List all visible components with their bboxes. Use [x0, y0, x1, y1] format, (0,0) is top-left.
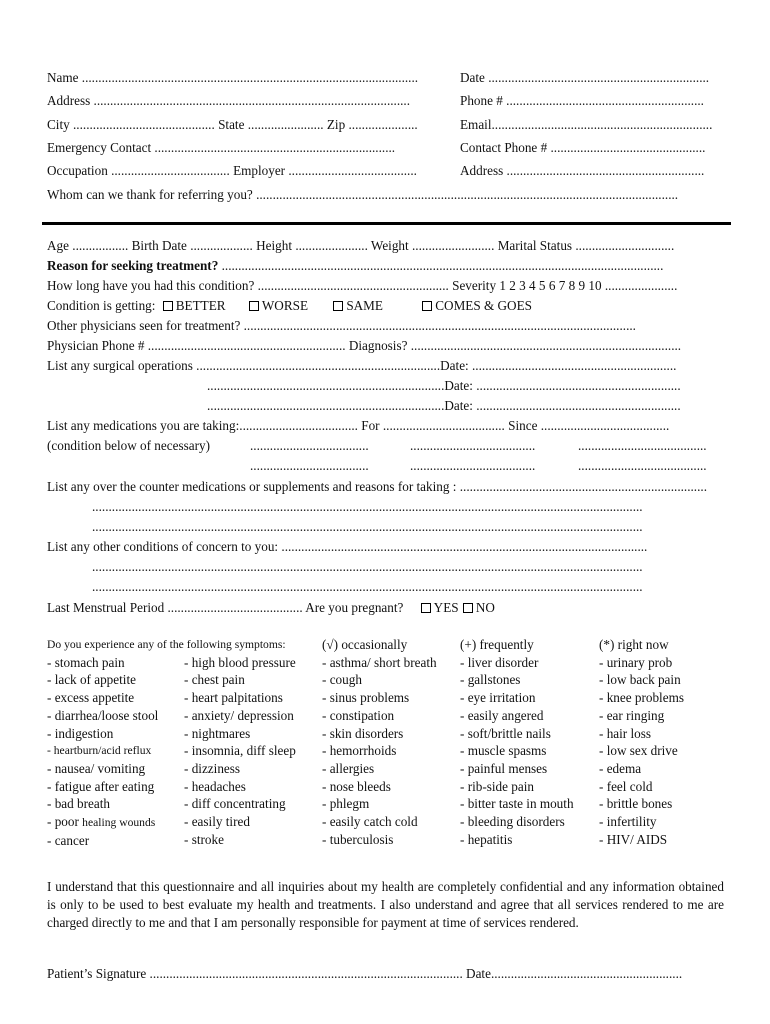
medications-field[interactable]: List any medications you are taking:.................................... For ..................................... Since .......................................	[47, 418, 670, 433]
symptom-item[interactable]: - gallstones	[460, 672, 521, 688]
legend-right-now: (*) right now	[599, 637, 669, 652]
symptom-item[interactable]: - sinus problems	[322, 690, 410, 706]
no-option[interactable]	[463, 600, 495, 615]
symptom-item[interactable]: - eye irritation	[460, 690, 536, 706]
symptom-item[interactable]: - infertility	[599, 814, 657, 830]
symptom-item[interactable]: - dizziness	[184, 760, 241, 776]
yes-checkbox[interactable]	[421, 603, 431, 613]
symptom-item[interactable]: - headaches	[184, 778, 246, 794]
worse-option[interactable]	[249, 298, 308, 313]
no-label: NO	[475, 600, 495, 615]
other-conditions-line-3[interactable]: .......................................................................................................................................................................	[92, 579, 643, 594]
symptom-item[interactable]: - low sex drive	[599, 743, 678, 759]
medications-line-3-b[interactable]: ......................................	[410, 458, 536, 473]
symptom-item[interactable]: - rib-side pain	[460, 778, 534, 794]
symptom-item[interactable]: - nausea/ vomiting	[47, 760, 146, 776]
physician-phone-diagnosis-field[interactable]: Physician Phone # ............................................................ Diagnosis? ..................................................................................	[47, 338, 682, 353]
symptom-item[interactable]: - nose bleeds	[322, 778, 391, 794]
symptom-item[interactable]: - ear ringing	[599, 707, 665, 723]
reason-label: Reason for seeking treatment?	[47, 258, 219, 273]
symptom-item[interactable]: - lack of appetite	[47, 672, 136, 688]
phone-field[interactable]: Phone # ............................................................	[460, 93, 704, 108]
symptom-item[interactable]: - phlegm	[322, 796, 370, 812]
other-physicians-field[interactable]: Other physicians seen for treatment? .......................................................................................................................	[47, 318, 636, 333]
symptoms-intro: Do you experience any of the following symptoms:	[47, 638, 286, 651]
symptom-item[interactable]: - knee problems	[599, 690, 684, 706]
symptom-item[interactable]: - constipation	[322, 707, 395, 723]
symptom-item[interactable]: - easily angered	[460, 707, 544, 723]
other-conditions-line-2[interactable]: .......................................................................................................................................................................	[92, 559, 643, 574]
medications-line-2-a[interactable]: ....................................	[250, 438, 369, 453]
comes-goes-checkbox[interactable]	[422, 301, 432, 311]
symptom-item[interactable]: - cancer	[47, 832, 90, 848]
medications-line-2-b[interactable]: ......................................	[410, 438, 536, 453]
symptom-item[interactable]: - anxiety/ depression	[184, 707, 294, 723]
worse-checkbox[interactable]	[249, 301, 259, 311]
symptom-item[interactable]: - HIV/ AIDS	[599, 831, 668, 847]
symptom-item[interactable]: - insomnia, diff sleep	[184, 743, 296, 759]
symptom-item[interactable]: - chest pain	[184, 672, 245, 688]
symptom-item[interactable]: - hair loss	[599, 725, 652, 741]
yes-label: YES	[433, 600, 459, 615]
symptom-item[interactable]: - stomach pain	[47, 654, 125, 670]
reason-dots: ......................................................................................................................................	[218, 258, 664, 273]
section-divider	[42, 222, 731, 225]
surgical-operations-field[interactable]: List any surgical operations ..........................................................................Date: ..............................................................	[47, 358, 677, 373]
otc-medications-field[interactable]: List any over the counter medications or supplements and reasons for taking : ...........................................................................	[47, 479, 707, 494]
emergency-contact-field[interactable]: Emergency Contact .........................................................................	[47, 140, 396, 155]
medications-note: (condition below of necessary)	[47, 438, 210, 453]
symptom-item[interactable]: - high blood pressure	[184, 654, 296, 670]
comes-goes-label: COMES & GOES	[435, 298, 532, 313]
age-birth-height-weight-field[interactable]: Age ................. Birth Date ................... Height ...................... Weight ......................... Marital Status ..............................	[47, 238, 675, 253]
symptom-item[interactable]: - edema	[599, 760, 642, 776]
symptom-item[interactable]: - cough	[322, 672, 362, 688]
better-label: BETTER	[175, 298, 226, 313]
symptom-item[interactable]: - diarrhea/loose stool	[47, 707, 159, 723]
date-field[interactable]: Date ...................................................................	[460, 70, 710, 85]
legend-occasionally: (√) occasionally	[322, 637, 408, 652]
symptom-item[interactable]: - heart palpitations	[184, 690, 283, 706]
surgical-operations-line-3[interactable]: ........................................................................Date: ..............................................................	[207, 398, 681, 413]
symptom-item[interactable]: - feel cold	[599, 778, 653, 794]
symptom-item[interactable]: - nightmares	[184, 725, 251, 741]
symptom-item[interactable]: - bad breath	[47, 796, 110, 812]
symptom-item[interactable]: - skin disorders	[322, 725, 404, 741]
symptom-item[interactable]: - diff concentrating	[184, 796, 286, 812]
medications-line-3-c[interactable]: .......................................	[578, 458, 707, 473]
symptom-item[interactable]: - easily tired	[184, 814, 250, 830]
same-checkbox[interactable]	[333, 301, 343, 311]
symptom-item[interactable]: - bitter taste in mouth	[460, 796, 574, 812]
symptom-item[interactable]: - urinary prob	[599, 654, 673, 670]
name-field[interactable]: Name ......................................................................................................	[47, 70, 419, 85]
symptom-item[interactable]: - painful menses	[460, 760, 548, 776]
condition-line	[47, 298, 532, 314]
symptom-item[interactable]: - stroke	[184, 831, 224, 847]
address-field[interactable]: Address ................................................................................................	[47, 93, 411, 108]
symptom-item[interactable]: - indigestion	[47, 725, 114, 741]
legend-frequently: (+) frequently	[460, 637, 534, 652]
medications-line-3-a[interactable]: ....................................	[250, 458, 369, 473]
email-field[interactable]: Email...................................................................	[460, 117, 713, 132]
symptom-item[interactable]: - hepatitis	[460, 831, 513, 847]
surgical-operations-line-2[interactable]: ........................................................................Date: ..............................................................	[207, 378, 681, 393]
consent-paragraph: I understand that this questionnaire and all inquiries about my health are completely confidential and any information obtained is only to be used to best evaluate my health and treatments. I also understand and agree that all services rendered to me are charged directly to me and that I am personally responsible for payment at time of services rendered.	[47, 879, 724, 930]
symptom-item[interactable]: - muscle spasms	[460, 743, 547, 759]
condition-label: Condition is getting:	[47, 298, 156, 313]
otc-line-3[interactable]: .......................................................................................................................................................................	[92, 519, 643, 534]
symptoms-column-2	[184, 636, 296, 848]
symptom-item[interactable]: - easily catch cold	[322, 814, 418, 830]
no-checkbox[interactable]	[463, 603, 473, 613]
other-conditions-field[interactable]: List any other conditions of concern to you: ...............................................................................................................	[47, 539, 648, 554]
symptom-item[interactable]: - tuberculosis	[322, 831, 394, 847]
reason-line[interactable]	[47, 258, 663, 274]
referral-field[interactable]: Whom can we thank for referring you? ................................................................................................................................	[47, 187, 679, 202]
symptom-item[interactable]: - low back pain	[599, 672, 681, 688]
contact-phone-field[interactable]: Contact Phone # ...............................................	[460, 140, 706, 155]
how-long-severity-field[interactable]: How long have you had this condition? .......................................................... Severity 1 2 3 4 5 6 7 8 9 10 ......................	[47, 278, 678, 293]
symptom-item[interactable]: - bleeding disorders	[460, 814, 565, 830]
occupation-employer-field[interactable]: Occupation .................................... Employer .......................................	[47, 163, 417, 178]
symptoms-column-5	[599, 636, 684, 848]
symptom-item[interactable]: - poor healing wounds	[47, 814, 156, 830]
symptom-item[interactable]: - brittle bones	[599, 796, 673, 812]
menstrual-pregnant-line	[47, 600, 495, 616]
same-option[interactable]	[333, 298, 383, 313]
better-checkbox[interactable]	[163, 301, 173, 311]
symptom-item[interactable]: - soft/brittle nails	[460, 725, 551, 741]
symptom-item[interactable]: - liver disorder	[460, 654, 539, 670]
better-option[interactable]	[163, 298, 226, 313]
symptom-item[interactable]: - fatigue after eating	[47, 778, 155, 794]
yes-option[interactable]	[421, 600, 459, 615]
symptom-item[interactable]: - excess appetite	[47, 690, 135, 706]
signature-date-field[interactable]: Patient’s Signature ............................................................................................... Date..........................................................	[47, 966, 683, 981]
comes-goes-option[interactable]	[422, 298, 532, 313]
city-state-zip-field[interactable]: City ........................................... State ....................... Zip .....................	[47, 117, 418, 132]
same-label: SAME	[346, 298, 383, 313]
medications-line-2-c[interactable]: .......................................	[578, 438, 707, 453]
employer-address-field[interactable]: Address ............................................................	[460, 163, 705, 178]
worse-label: WORSE	[261, 298, 309, 313]
menstrual-period-field[interactable]: Last Menstrual Period ......................................... Are you pregnant?	[47, 600, 404, 615]
otc-line-2[interactable]: .......................................................................................................................................................................	[92, 499, 643, 514]
symptoms-column-4	[460, 636, 574, 848]
symptom-item[interactable]: - heartburn/acid reflux	[47, 744, 152, 758]
symptom-item[interactable]: - hemorrhoids	[322, 743, 397, 759]
symptom-item[interactable]: - asthma/ short breath	[322, 654, 437, 670]
symptoms-column-3	[322, 636, 437, 848]
symptom-item[interactable]: - allergies	[322, 760, 375, 776]
